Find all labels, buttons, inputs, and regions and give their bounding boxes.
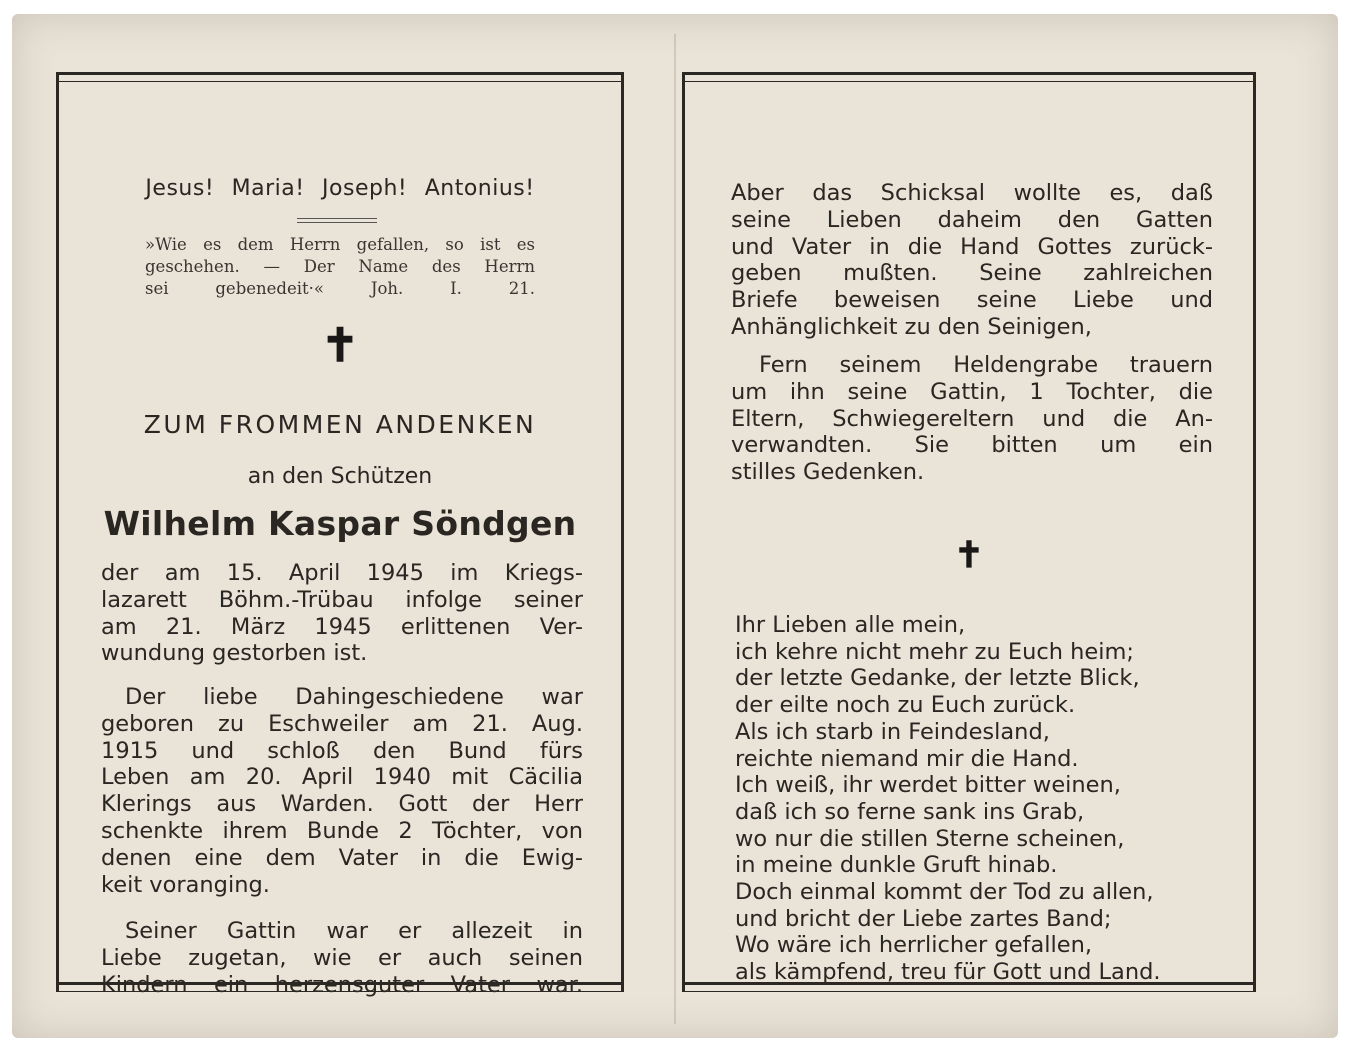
fate-paragraph <box>731 180 1213 341</box>
quote-line: sei gebenedeit·« Joh. I. 21. <box>145 279 535 298</box>
poem-line: Ich weiß, ihr werdet bitter weinen, <box>735 772 1121 799</box>
invocation: Jesus! Maria! Joseph! Antonius! <box>145 176 535 201</box>
bottom-border <box>682 982 1256 992</box>
text-line: keit voranging. <box>101 871 270 898</box>
poem-line: Doch einmal kommt der Tod zu allen, <box>735 879 1154 906</box>
text-line: wundung gestorben ist. <box>101 640 368 667</box>
death-paragraph <box>101 560 583 667</box>
text-line: um ihn seine Gattin, 1 Tochter, die <box>731 378 1213 405</box>
poem-line: als kämpfend, treu für Gott und Land. <box>735 959 1161 986</box>
poem-line: Als ich starb in Feindesland, <box>735 718 1050 745</box>
text-line: Anhänglichkeit zu den Seinigen, <box>731 313 1092 340</box>
left-panel <box>56 72 624 998</box>
heading: ZUM FROMMEN ANDENKEN <box>143 410 537 439</box>
poem-line: daß ich so ferne sank ins Grab, <box>735 798 1085 825</box>
poem-line: wo nur die stillen Sterne scheinen, <box>735 825 1125 852</box>
text-line: 1915 und schloß den Bund fürs <box>101 737 583 764</box>
text-line: Leben am 20. April 1940 mit Cäcilia <box>101 764 583 791</box>
poem-line: ich kehre nicht mehr zu Euch heim; <box>735 638 1134 665</box>
top-border <box>56 72 624 82</box>
card-fold <box>674 34 676 1024</box>
poem-line: reichte niemand mir die Hand. <box>735 745 1079 772</box>
text-line: stilles Gedenken. <box>731 459 925 486</box>
poem-line: in meine dunkle Gruft hinab. <box>735 852 1058 879</box>
mourners-paragraph <box>731 352 1213 486</box>
poem-line: der eilte noch zu Euch zurück. <box>735 692 1076 719</box>
text-line: geben mußten. Seine zahlreichen <box>731 260 1213 287</box>
poem-line: und bricht der Liebe zartes Band; <box>735 905 1112 932</box>
text-line: Kindern ein herzensguter Vater war. <box>101 971 583 998</box>
text-line: schenkte ihrem Bunde 2 Töchter, von <box>101 817 583 844</box>
text-line: seine Lieben daheim den Gatten <box>731 206 1213 233</box>
poem <box>735 612 1225 986</box>
text-line: Eltern, Schwiegereltern und die An- <box>731 405 1213 432</box>
subheading: an den Schützen <box>247 464 433 489</box>
biography-paragraph <box>101 684 583 898</box>
text-line: Fern seinem Heldengrabe trauern <box>759 352 1213 378</box>
text-line: denen eine dem Vater in die Ewig- <box>101 844 583 871</box>
text-line: am 21. März 1945 erlittenen Ver- <box>101 613 583 640</box>
quote-line: geschehen. — Der Name des Herrn <box>145 257 535 276</box>
cross-icon: ✝ <box>320 318 360 372</box>
right-panel <box>682 72 1256 992</box>
text-line: Liebe zugetan, wie er auch seinen <box>101 944 583 971</box>
cross-icon: ✝ <box>953 534 985 576</box>
poem-line: der letzte Gedanke, der letzte Blick, <box>735 665 1140 692</box>
text-line: lazarett Böhm.-Trübau infolge seiner <box>101 586 583 613</box>
text-line: der am 15. April 1945 im Kriegs- <box>101 560 583 586</box>
memorial-card <box>12 14 1338 1038</box>
top-border <box>682 72 1256 82</box>
text-line: und Vater in die Hand Gottes zurück- <box>731 233 1213 260</box>
text-line: Seiner Gattin war er allezeit in <box>125 918 583 944</box>
deceased-name: Wilhelm Kaspar Söndgen <box>103 504 577 543</box>
text-line: verwandten. Sie bitten um ein <box>731 432 1213 459</box>
ornament-rule <box>297 218 377 223</box>
quote-line: »Wie es dem Herrn gefallen, so ist es <box>145 235 535 254</box>
poem-line: Wo wäre ich herrlicher gefallen, <box>735 932 1093 959</box>
bottom-border <box>56 982 624 992</box>
text-line: Briefe beweisen seine Liebe und <box>731 287 1213 314</box>
text-line: geboren zu Eschweiler am 21. Aug. <box>101 710 583 737</box>
text-line: Klerings aus Warden. Gott der Herr <box>101 791 583 818</box>
text-line: Der liebe Dahingeschiedene war <box>125 684 583 710</box>
text-line: Aber das Schicksal wollte es, daß <box>731 180 1213 206</box>
poem-line: Ihr Lieben alle mein, <box>735 612 966 638</box>
bible-quote <box>145 234 535 300</box>
